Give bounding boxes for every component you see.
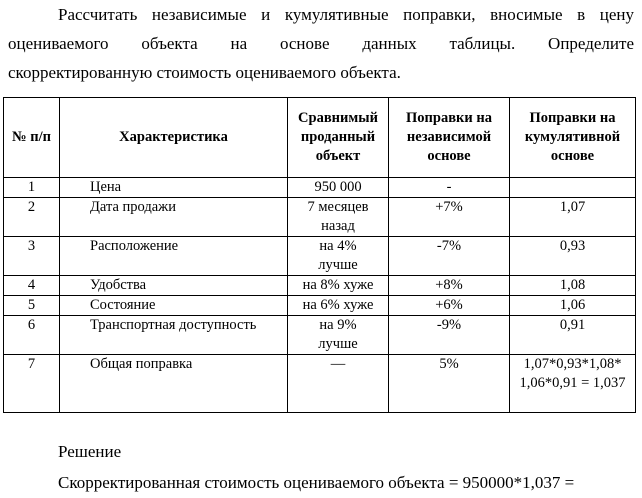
cell-num: 2 — [4, 198, 60, 237]
cell-num: 3 — [4, 237, 60, 276]
cell-comparable: 950 000 — [288, 178, 389, 198]
cell-num: 4 — [4, 276, 60, 296]
task-line-3: скорректированную стоимость оцениваемого объекта. — [8, 63, 401, 82]
cell-independent: +7% — [389, 198, 510, 237]
table-row — [4, 316, 636, 355]
table-row — [4, 237, 636, 276]
task-line-1: Рассчитать независимые и кумулятивные поправки, вносимые в цену — [58, 5, 634, 24]
cell-num: 7 — [4, 355, 60, 413]
table-header-row — [4, 98, 636, 178]
header-comparable: Сравнимый проданный объект — [288, 98, 389, 178]
cell-name: Дата продажи — [60, 198, 288, 237]
table-row — [4, 355, 636, 413]
cell-name: Транспортная доступность — [60, 316, 288, 355]
header-independent: Поправки на независимой основе — [389, 98, 510, 178]
header-num: № п/п — [4, 98, 60, 178]
cell-cumulative: 1,06 — [510, 296, 636, 316]
solution-heading: Решение — [58, 442, 122, 461]
cell-name: Расположение — [60, 237, 288, 276]
cell-name: Общая поправка — [60, 355, 288, 413]
cell-num: 1 — [4, 178, 60, 198]
cell-cumulative: 1,07*0,93*1,08* 1,06*0,91 = 1,037 — [510, 355, 636, 413]
table-row — [4, 276, 636, 296]
cell-name: Цена — [60, 178, 288, 198]
adjustments-table — [3, 97, 636, 413]
cell-num: 6 — [4, 316, 60, 355]
cell-cumulative: 1,08 — [510, 276, 636, 296]
cell-cumulative: 1,07 — [510, 198, 636, 237]
cell-name: Состояние — [60, 296, 288, 316]
cell-num: 5 — [4, 296, 60, 316]
task-line-2: оцениваемого объекта на основе данных таблицы. Определите — [8, 34, 634, 53]
task-text — [8, 0, 634, 87]
cell-independent: +8% — [389, 276, 510, 296]
cell-independent: 5% — [389, 355, 510, 413]
table-row — [4, 178, 636, 198]
cell-name: Удобства — [60, 276, 288, 296]
cell-independent: - — [389, 178, 510, 198]
cell-cumulative: 0,93 — [510, 237, 636, 276]
cell-comparable: 7 месяцев назад — [288, 198, 389, 237]
cell-comparable: на 4% лучше — [288, 237, 389, 276]
header-cumulative: Поправки на кумулятивной основе — [510, 98, 636, 178]
solution-text: Скорректированная стоимость оцениваемого объекта = 950000*1,037 = — [58, 473, 575, 492]
cell-comparable: на 9% лучше — [288, 316, 389, 355]
cell-cumulative: 0,91 — [510, 316, 636, 355]
cell-cumulative — [510, 178, 636, 198]
cell-independent: -9% — [389, 316, 510, 355]
header-name: Характеристика — [60, 98, 288, 178]
cell-comparable: на 6% хуже — [288, 296, 389, 316]
cell-independent: +6% — [389, 296, 510, 316]
cell-comparable: на 8% хуже — [288, 276, 389, 296]
table-row — [4, 296, 636, 316]
cell-independent: -7% — [389, 237, 510, 276]
cell-comparable: — — [288, 355, 389, 413]
table-row — [4, 198, 636, 237]
